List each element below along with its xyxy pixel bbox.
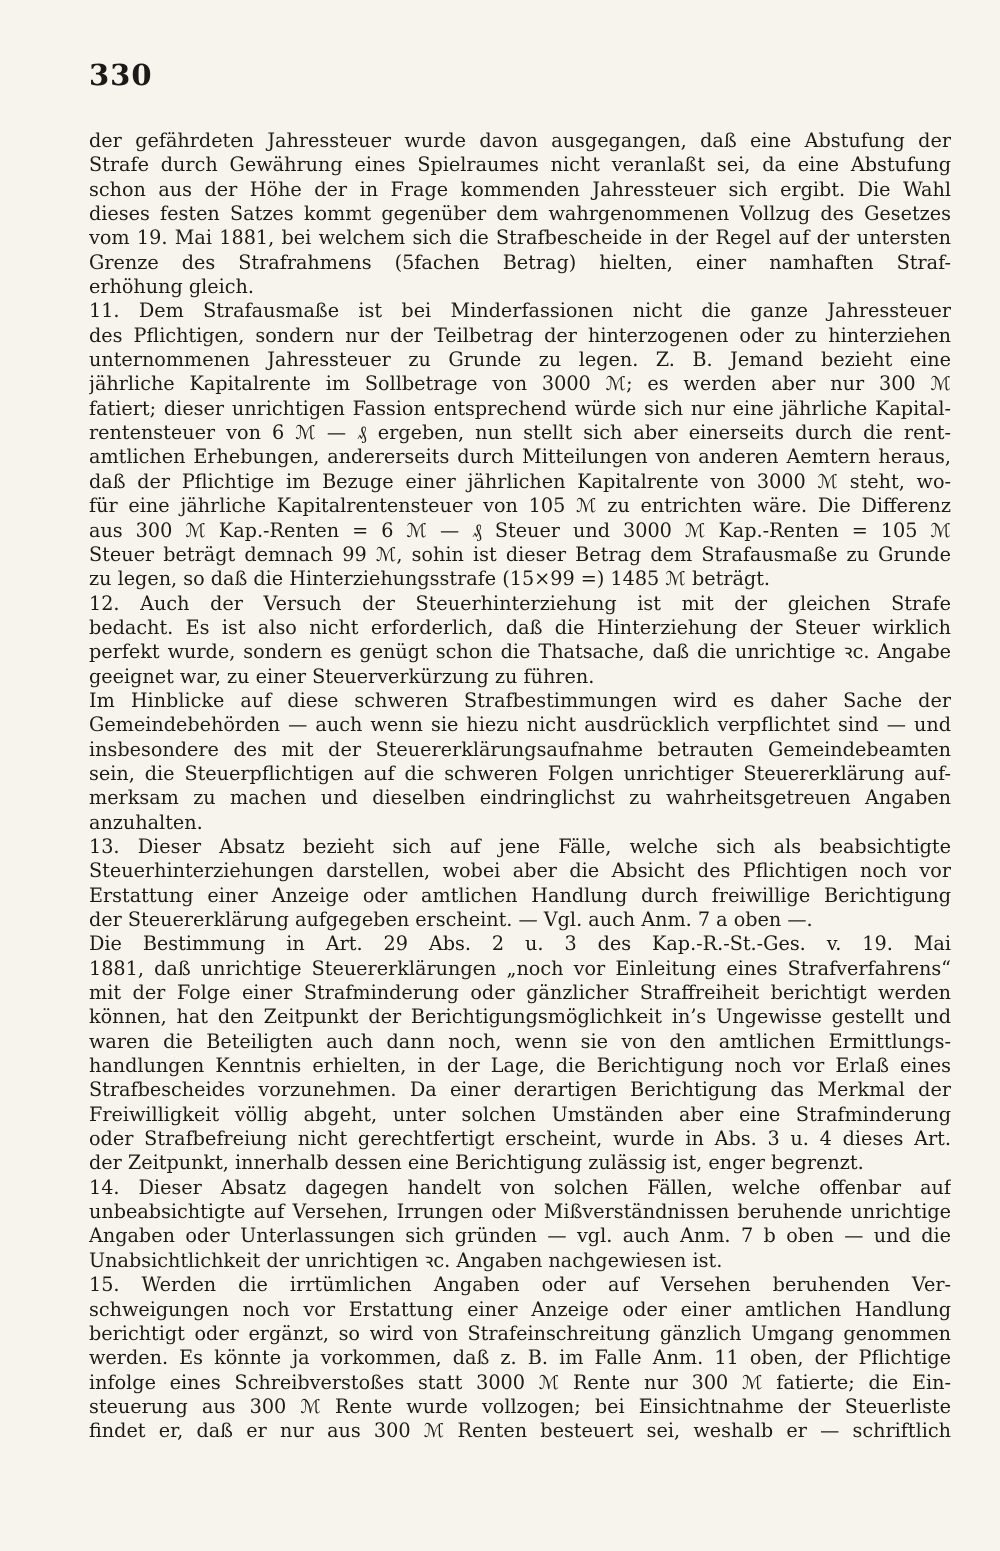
text-line: waren die Beteiligten auch dann noch, wenn sie von den amtlichen Ermittlungs- [89, 1029, 951, 1053]
text-line: anzuhalten. [89, 810, 203, 834]
text-line: insbesondere des mit der Steuererklärungsaufnahme betrauten Gemeindebeamten [89, 737, 951, 761]
text-line: Gemeindebehörden — auch wenn sie hiezu nicht ausdrücklich verpflichtet sind — und [89, 713, 951, 737]
text-line: der gefährdeten Jahressteuer wurde davon ausgegangen, daß eine Abstufung der [89, 129, 951, 152]
text-line: jährliche Kapitalrente im Sollbetrage von 3000 ℳ; es werden aber nur 300 ℳ [89, 372, 951, 396]
text-line: Grenze des Strafrahmens (5fachen Betrag) hielten, einer namhaften Straf- [89, 250, 951, 274]
text-line: infolge eines Schreibverstoßes statt 3000 ℳ Rente nur 300 ℳ fatierte; die Ein- [89, 1370, 951, 1394]
text-line: Im Hinblicke auf diese schweren Strafbestimmungen wird es daher Sache der [89, 688, 951, 712]
text-line: schweigungen noch vor Erstattung einer Anzeige oder einer amtlichen Handlung [89, 1297, 951, 1321]
text-line: Freiwilligkeit völlig abgeht, unter solchen Umständen aber eine Strafminderung [89, 1102, 951, 1126]
text-line: sein, die Steuerpflichtigen auf die schweren Folgen unrichtiger Steuererklärung auf- [89, 761, 951, 785]
page-number: 330 [89, 58, 153, 92]
text-line: Strafe durch Gewährung eines Spielraumes nicht veranlaßt sei, da eine Abstufung [89, 153, 951, 177]
text-line: unbeabsichtigte auf Versehen, Irrungen oder Mißverständnissen beruhende unrichtige [89, 1200, 951, 1224]
text-line: Angaben oder Unterlassungen sich gründen — vgl. auch Anm. 7 b oben — und die [89, 1224, 951, 1248]
text-line: amtlichen Erhebungen, andererseits durch Mitteilungen von anderen Aemtern heraus, [89, 445, 951, 469]
text-line: der Zeitpunkt, innerhalb dessen eine Berichtigung zulässig ist, enger begrenzt. [89, 1151, 864, 1175]
text-line: perfekt wurde, sondern es genügt schon die Thatsache, daß die unrichtige ꝛc. Angabe [89, 640, 951, 664]
text-line: schon aus der Höhe der in Frage kommenden Jahressteuer sich ergibt. Die Wahl [89, 177, 951, 201]
text-line: dieses festen Satzes kommt gegenüber dem wahrgenommenen Vollzug des Gesetzes [89, 202, 951, 226]
text-line: oder Strafbefreiung nicht gerechtfertigt erscheint, wurde in Abs. 3 u. 4 dieses Art. [89, 1127, 951, 1151]
text-line: zu legen, so daß die Hinterziehungsstrafe (15×99 =) 1485 ℳ beträgt. [89, 567, 771, 591]
text-line: der Steuererklärung aufgegeben erscheint. — Vgl. auch Anm. 7 a oben —. [89, 908, 813, 931]
text-line: fatiert; dieser unrichtigen Fassion entsprechend würde sich nur eine jährliche Kapital- [89, 396, 951, 420]
text-line: aus 300 ℳ Kap.-Renten = 6 ℳ — ₰ Steuer und 3000 ℳ Kap.-Renten = 105 ℳ [89, 518, 951, 542]
text-line: handlungen Kenntnis erhielten, in der Lage, die Berichtigung noch vor Erlaß eines [89, 1054, 951, 1078]
text-line: Strafbescheides vorzunehmen. Da einer derartigen Berichtigung das Merkmal der [89, 1078, 951, 1102]
text-line: geeignet war, zu einer Steuerverkürzung zu führen. [89, 664, 595, 688]
text-line: für eine jährliche Kapitalrentensteuer von 105 ℳ zu entrichten wäre. Die Differenz [89, 494, 951, 518]
text-line: 13. Dieser Absatz bezieht sich auf jene Fälle, welche sich als beabsichtigte [89, 834, 951, 858]
text-line: rentensteuer von 6 ℳ — ₰ ergeben, nun stellt sich aber einerseits durch die rent- [89, 421, 951, 445]
text-line: bedacht. Es ist also nicht erforderlich, daß die Hinterziehung der Steuer wirklich [89, 615, 951, 639]
text-line: Steuerhinterziehungen darstellen, wobei aber die Absicht des Pflichtigen noch vor [89, 859, 951, 883]
text-line: mit der Folge einer Strafminderung oder gänzlicher Straffreiheit berichtigt werden [89, 981, 951, 1005]
text-line: 11. Dem Strafausmaße ist bei Minderfassionen nicht die ganze Jahressteuer [89, 299, 951, 323]
text-line: berichtigt oder ergänzt, so wird von Strafeinschreitung gänzlich Umgang genommen [89, 1321, 951, 1345]
text-line: unternommenen Jahressteuer zu Grunde zu legen. Z. B. Jemand bezieht eine [89, 348, 951, 372]
text-line: findet er, daß er nur aus 300 ℳ Renten besteuert sei, weshalb er — schriftlich [89, 1419, 951, 1443]
text-line: 12. Auch der Versuch der Steuerhinterziehung ist mit der gleichen Strafe [89, 591, 951, 615]
text-line: Steuer beträgt demnach 99 ℳ, sohin ist dieser Betrag dem Strafausmaße zu Grunde [89, 542, 951, 566]
text-line: Unabsichtlichkeit der unrichtigen ꝛc. Angaben nachgewiesen ist. [89, 1248, 723, 1272]
text-line: daß der Pflichtige im Bezuge einer jährlichen Kapitalrente von 3000 ℳ steht, wo- [89, 469, 951, 493]
body-text [89, 129, 951, 1444]
text-line: steuerung aus 300 ℳ Rente wurde vollzogen; bei Einsichtnahme der Steuerliste [89, 1394, 951, 1418]
text-line: Die Bestimmung in Art. 29 Abs. 2 u. 3 des Kap.-R.-St.-Ges. v. 19. Mai [89, 932, 951, 956]
text-line: erhöhung gleich. [89, 275, 255, 299]
text-line: können, hat den Zeitpunkt der Berichtigungsmöglichkeit in’s Ungewisse gestellt und [89, 1005, 951, 1029]
text-line: Erstattung einer Anzeige oder amtlichen Handlung durch freiwillige Berichtigung [89, 883, 951, 907]
text-line: merksam zu machen und dieselben eindringlichst zu wahrheitsgetreuen Angaben [89, 786, 951, 810]
text-line: werden. Es könnte ja vorkommen, daß z. B. im Falle Anm. 11 oben, der Pflichtige [89, 1346, 951, 1370]
text-line: 15. Werden die irrtümlichen Angaben oder auf Versehen beruhenden Ver- [89, 1273, 951, 1297]
text-line: 14. Dieser Absatz dagegen handelt von solchen Fällen, welche offenbar auf [89, 1175, 951, 1199]
text-line: 1881, daß unrichtige Steuererklärungen „noch vor Einleitung eines Strafverfahrens“ [89, 956, 951, 980]
text-line: des Pflichtigen, sondern nur der Teilbetrag der hinterzogenen oder zu hinterziehen [89, 323, 951, 347]
text-line: vom 19. Mai 1881, bei welchem sich die Strafbescheide in der Regel auf der untersten [89, 226, 951, 250]
